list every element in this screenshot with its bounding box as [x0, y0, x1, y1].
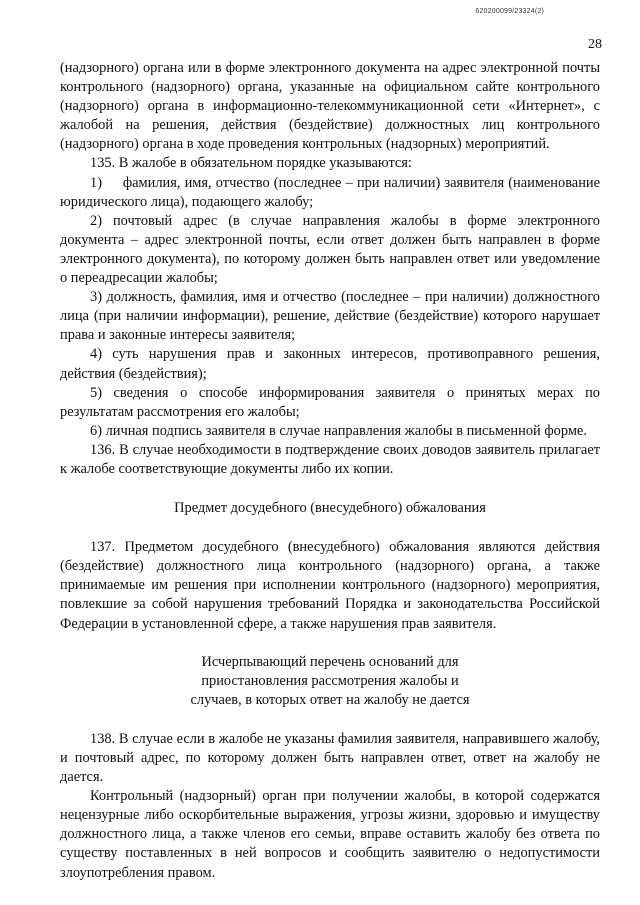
paragraph-138: 138. В случае если в жалобе не указаны фамилия заявителя, направившего жалобу, и почтовый адрес, по которому должен быть направлен ответ, ответ на жалобу не дается. — [60, 730, 600, 786]
paragraph-final: Контрольный (надзорный) орган при получении жалобы, в которой содержатся нецензурные либо оскорбительные выражения, угрозы жизни, здоровью и имуществу должностного лица, а также членов его семьи, вправе оставить жалобу без ответа по существу поставленных в ней вопросов и сообщить заявителю о недопустимости злоупотребления правом. — [60, 788, 600, 881]
list-item: 3) должность, фамилия, имя и отчество (последнее – при наличии) должностного лица (при наличии информации), решение, действие (бездействие) которого нарушает права и законные интересы заявителя; — [60, 289, 600, 344]
list-item: 4) суть нарушения прав и законных интересов, противоправного решения, действия (бездействия); — [60, 346, 600, 382]
list-item: 5) сведения о способе информирования заявителя о принятых мерах по результатам рассмотрения его жалобы; — [60, 384, 600, 420]
paragraph-135: 135. В жалобе в обязательном порядке указываются: — [90, 155, 412, 172]
section-heading-line: приостановления рассмотрения жалобы и — [201, 672, 459, 689]
section-heading-grounds — [60, 653, 600, 710]
paragraph-intro: (надзорного) органа или в форме электронного документа на адрес электронной почты контрольного (надзорного) органа, указанные на официальном сайте контрольного (надзорного) органа в информационно-телекоммуникационной сети «Интернет», с жалобой на решения, действия (бездействие) должностных лиц контрольного (надзорного) органа в ходе проведения контрольных (надзорных) мероприятий. — [60, 60, 600, 153]
document-id: 620200099/23324(2) — [475, 8, 544, 15]
list-item: 6) личная подпись заявителя в случае направления жалобы в письменной форме. — [90, 422, 587, 439]
list-item: 2) почтовый адрес (в случае направления жалобы в форме электронного документа – адрес электронной почты, если ответ должен быть направлен в форме электронного документа), по которому должен быть направлен ответ или уведомление о переадресации жалобы; — [60, 212, 600, 287]
list-item: 1) фамилия, имя, отчество (последнее – при наличии) заявителя (наименование юридического лица), подающего жалобу; — [60, 174, 600, 210]
paragraph-136: 136. В случае необходимости в подтверждение своих доводов заявитель прилагает к жалобе соответствующие документы либо их копии. — [60, 441, 600, 477]
section-heading-line: случаев, в которых ответ на жалобу не дается — [190, 691, 470, 708]
section-heading-appeal-subject: Предмет досудебного (внесудебного) обжалования — [174, 500, 486, 517]
paragraph-137: 137. Предметом досудебного (внесудебного) обжалования являются действия (бездействие) должностного лица контрольного (надзорного) органа, а также принимаемые им решения при исполнении контрольного (надзорного) мероприятия, повлекшие за собой нарушения требований Порядка и законодательства Российской Федерации в установленной сфере, а также нарушения прав заявителя. — [60, 539, 600, 632]
page-number: 28 — [588, 37, 602, 52]
document-body — [60, 59, 600, 883]
section-heading-line: Исчерпывающий перечень оснований для — [201, 653, 459, 670]
